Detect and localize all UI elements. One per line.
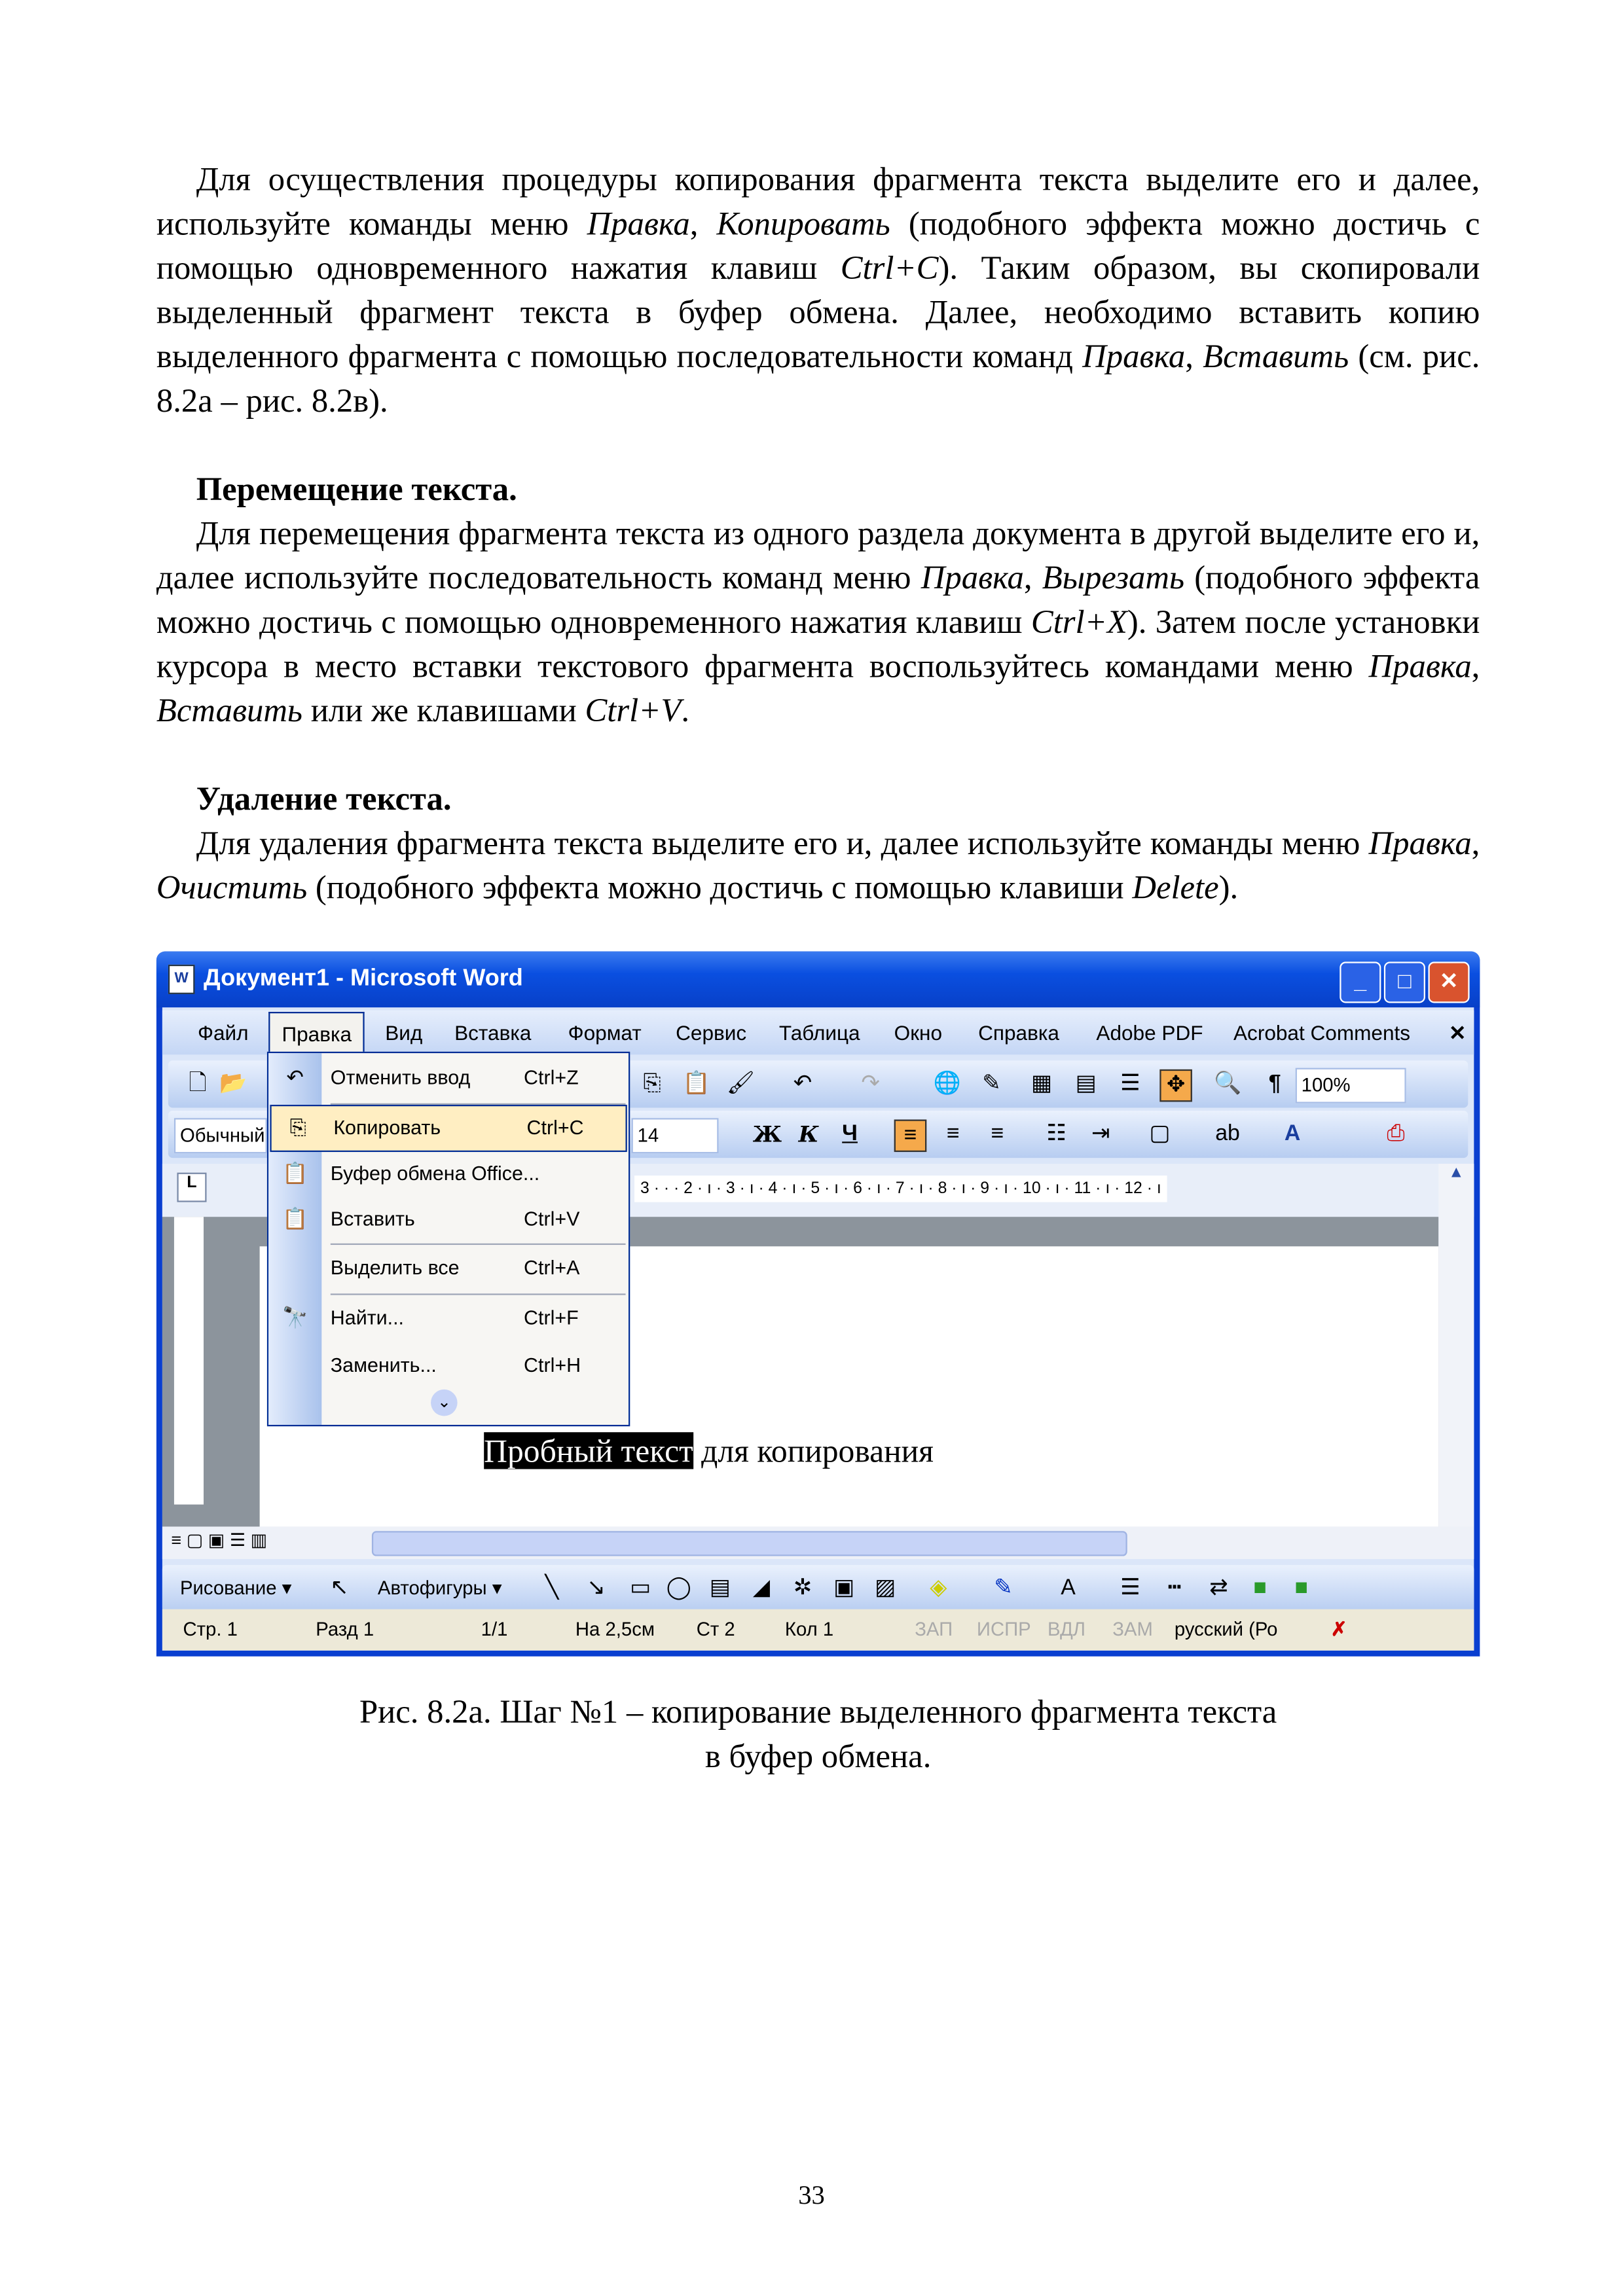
- document-text: Пробный текст для копирования: [484, 1432, 934, 1469]
- wordart-icon[interactable]: ◢: [752, 1575, 770, 1601]
- autoshapes-menu[interactable]: Автофигуры ▾: [377, 1577, 502, 1599]
- copy-icon: ⎘: [289, 1115, 306, 1139]
- align-left-icon[interactable]: ≡: [894, 1119, 927, 1152]
- columns-icon[interactable]: ☰: [1120, 1071, 1140, 1096]
- arrow-icon[interactable]: ↘: [587, 1575, 606, 1601]
- menu-window[interactable]: Окно: [894, 1020, 943, 1045]
- expand-menu-chevron-icon[interactable]: ⌄: [431, 1390, 458, 1416]
- border-icon[interactable]: ▢: [1149, 1121, 1171, 1147]
- menu-item-copy[interactable]: ⎘ Копировать Ctrl+C: [270, 1105, 627, 1152]
- arrow-style-icon[interactable]: ⇄: [1209, 1575, 1228, 1601]
- font-size-select[interactable]: 14: [632, 1118, 719, 1153]
- vertical-ruler: [174, 1217, 204, 1504]
- open-icon[interactable]: 📂: [219, 1071, 247, 1096]
- format-painter-icon[interactable]: 🖌: [726, 1071, 755, 1096]
- menu-item-undo[interactable]: ↶ Отменить ввод Ctrl+Z: [268, 1056, 629, 1101]
- menu-bar: [162, 1011, 1474, 1055]
- word-app-icon: W: [168, 965, 195, 994]
- paste-icon: 📋: [282, 1206, 308, 1230]
- highlight-icon[interactable]: ab: [1215, 1121, 1240, 1147]
- close-button[interactable]: ✕: [1428, 961, 1469, 1003]
- tables-borders-icon[interactable]: ✎: [982, 1071, 1001, 1096]
- drawing-icon[interactable]: ✥: [1159, 1069, 1192, 1102]
- pdf-icon[interactable]: ⎙: [1387, 1121, 1405, 1147]
- new-icon[interactable]: 🗋: [189, 1071, 207, 1096]
- clipart-icon[interactable]: ▣: [833, 1575, 855, 1601]
- drawing-menu[interactable]: Рисование ▾: [179, 1577, 292, 1599]
- page-number: 33: [798, 2179, 825, 2210]
- menu-view[interactable]: Вид: [385, 1020, 423, 1045]
- view-buttons[interactable]: ≡ ▢ ▣ ☰ ▥: [171, 1529, 268, 1551]
- maximize-button[interactable]: □: [1384, 961, 1425, 1003]
- line-icon[interactable]: ╲: [545, 1575, 559, 1601]
- align-center-icon[interactable]: ≡: [946, 1121, 960, 1147]
- menu-item-find[interactable]: 🔭 Найти... Ctrl+F: [268, 1297, 629, 1341]
- title-bar: [156, 952, 1480, 1008]
- indent-icon[interactable]: ⇥: [1091, 1121, 1110, 1147]
- vertical-scrollbar[interactable]: [1438, 1164, 1474, 1526]
- oval-icon[interactable]: ◯: [666, 1575, 691, 1601]
- clipboard-icon: 📋: [282, 1160, 308, 1185]
- bold-icon[interactable]: Ж: [752, 1121, 782, 1148]
- copy-icon[interactable]: ⎘: [643, 1071, 661, 1096]
- menu-help[interactable]: Справка: [978, 1020, 1059, 1045]
- zoom-select[interactable]: 100%: [1296, 1068, 1406, 1103]
- heading-move: Перемещение текста.: [196, 470, 517, 508]
- drawing-toolbar: [162, 1565, 1474, 1612]
- redo-icon[interactable]: ↷: [861, 1071, 880, 1096]
- style-select[interactable]: Обычный: [174, 1118, 267, 1153]
- pilcrow-icon[interactable]: ¶: [1268, 1071, 1281, 1096]
- paragraph-delete: Для удаления фрагмента текста выделите его и, далее используйте команды меню Правка, Очистить (подобного эффекта можно достичь с помощью клавиши Delete).: [156, 824, 1480, 906]
- tab-stop-icon[interactable]: L: [177, 1173, 206, 1202]
- numbering-icon[interactable]: ☷: [1046, 1121, 1067, 1147]
- binoculars-icon: 🔭: [282, 1305, 308, 1329]
- page-content: [156, 158, 1480, 1779]
- spelling-status-icon[interactable]: ✗: [1330, 1618, 1347, 1641]
- insert-excel-icon[interactable]: ▤: [1075, 1071, 1097, 1096]
- insert-table-icon[interactable]: ▦: [1031, 1071, 1053, 1096]
- diagram-icon[interactable]: ✲: [793, 1575, 812, 1601]
- horizontal-scrollbar[interactable]: [162, 1526, 1474, 1559]
- 3d-icon[interactable]: ■: [1294, 1575, 1308, 1601]
- hyperlink-icon[interactable]: 🌐: [933, 1071, 961, 1096]
- picture-icon[interactable]: ▨: [875, 1575, 896, 1601]
- textbox-icon[interactable]: ▤: [709, 1575, 731, 1601]
- figure: [156, 952, 1480, 1657]
- shadow-icon[interactable]: ■: [1253, 1575, 1267, 1601]
- font-color-icon[interactable]: A: [1284, 1121, 1301, 1147]
- paragraph-move: Для перемещения фрагмента текста из одного раздела документа в другой выделите его и, далее используйте последовательность команд меню Правка, Вырезать (подобного эффекта можно достичь с помощью одновременного нажатия клавиш Ctrl+X). Затем после установки курсора в место вставки текстового фрагмента воспользуйтесь командами меню Правка, Вставить или же клавишами Ctrl+V.: [156, 514, 1480, 729]
- menu-tools[interactable]: Сервис: [676, 1020, 747, 1045]
- edit-menu-dropdown: [267, 1052, 630, 1426]
- menu-item-paste[interactable]: 📋 Вставить Ctrl+V: [268, 1198, 629, 1242]
- figure-caption: Рис. 8.2а. Шаг №1 – копирование выделенного фрагмента текста в буфер обмена.: [359, 1693, 1277, 1775]
- select-objects-icon[interactable]: ↖: [330, 1575, 349, 1601]
- paste-icon[interactable]: 📋: [682, 1071, 710, 1096]
- line-style-icon[interactable]: ☰: [1120, 1575, 1140, 1601]
- menu-adobe-pdf[interactable]: Adobe PDF: [1096, 1020, 1203, 1045]
- menu-table[interactable]: Таблица: [778, 1020, 860, 1045]
- doc-map-icon[interactable]: 🔍: [1213, 1071, 1242, 1096]
- undo-icon[interactable]: ↶: [793, 1071, 812, 1096]
- menu-format[interactable]: Формат: [568, 1020, 642, 1045]
- italic-icon[interactable]: К: [798, 1121, 819, 1148]
- menu-item-replace[interactable]: Заменить... Ctrl+H: [330, 1354, 581, 1376]
- selected-text: Пробный текст: [484, 1432, 693, 1469]
- scroll-up-icon[interactable]: ▲: [1448, 1164, 1465, 1182]
- fill-color-icon[interactable]: ◈: [930, 1575, 947, 1601]
- rectangle-icon[interactable]: ▭: [630, 1575, 651, 1601]
- menu-edit[interactable]: Правка: [268, 1012, 365, 1058]
- ruler-scale: 3 · · · 2 · ı · 3 · ı · 4 · ı · 5 · ı · 6 · ı · 7 · ı · 8 · ı · 9 · ı · 10 · ı · 11 · ı · 12 · ı: [634, 1175, 1167, 1202]
- heading-delete: Удаление текста.: [196, 780, 452, 817]
- scroll-thumb[interactable]: [372, 1531, 1127, 1556]
- menu-acrobat-comments[interactable]: Acrobat Comments: [1233, 1020, 1411, 1045]
- menu-item-select-all[interactable]: Выделить все Ctrl+A: [330, 1257, 580, 1279]
- font-color-icon-2[interactable]: A: [1061, 1575, 1076, 1601]
- window-title: Документ1 - Microsoft Word: [203, 966, 523, 992]
- dash-style-icon[interactable]: ┅: [1167, 1575, 1182, 1601]
- undo-icon: ↶: [286, 1065, 304, 1089]
- paragraph-copy: Для осуществления процедуры копирования фрагмента текста выделите его и далее, используйте команды меню Правка, Копировать (подобного эффекта можно достичь с помощью одновременного нажатия клавиш Ctrl+C). Таким образом, вы скопировали выделенный фрагмент текста в буфер обмена. Далее, необходимо вставить копию выделенного фрагмента с помощью последовательности команд Правка, Вставить (см. рис. 8.2а – рис. 8.2в).: [156, 160, 1480, 420]
- align-right-icon[interactable]: ≡: [991, 1121, 1004, 1147]
- menu-insert[interactable]: Вставка: [454, 1020, 532, 1045]
- status-bar: Стр. 1 Разд 1 1/1 На 2,5см Ст 2 Кол 1 ЗАП ИСПР ВДЛ ЗАМ русский (Ро ✗: [162, 1609, 1474, 1651]
- menu-item-office-clipboard[interactable]: 📋 Буфер обмена Office...: [268, 1152, 629, 1196]
- menu-file[interactable]: Файл: [197, 1020, 249, 1045]
- line-color-icon[interactable]: ✎: [994, 1575, 1013, 1601]
- close-doc-icon[interactable]: ✕: [1449, 1020, 1467, 1045]
- underline-icon[interactable]: Ч: [842, 1121, 858, 1147]
- minimize-button[interactable]: _: [1340, 961, 1381, 1003]
